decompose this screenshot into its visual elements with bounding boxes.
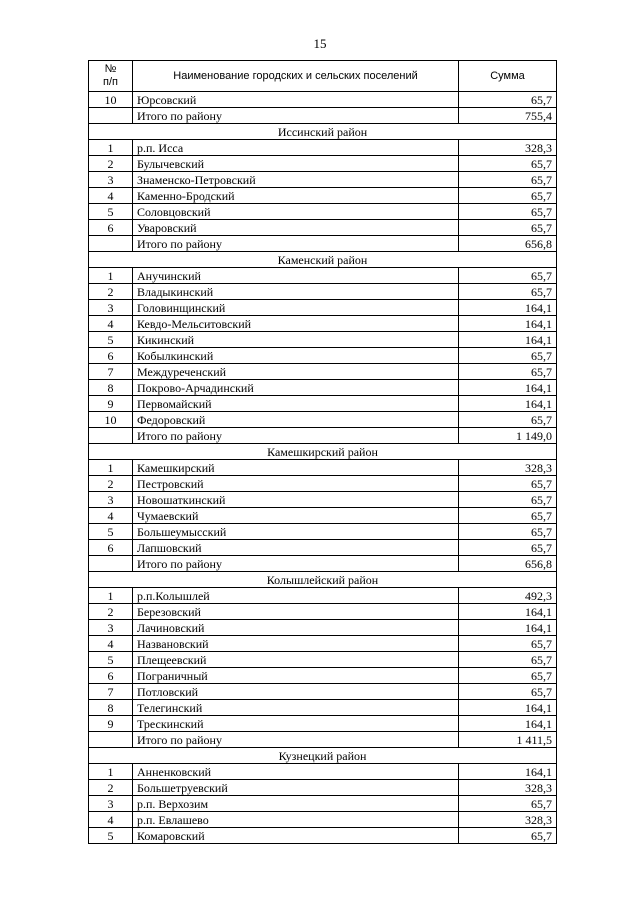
settlement-name: Каменно-Бродский (133, 188, 459, 204)
settlement-name: р.п. Верхозим (133, 796, 459, 812)
sum-value: 65,7 (459, 172, 557, 188)
table-row (89, 588, 557, 604)
total-sum: 1 149,0 (459, 428, 557, 444)
settlement-name: Названовский (133, 636, 459, 652)
settlement-name: Новошаткинский (133, 492, 459, 508)
row-number: 1 (89, 764, 133, 780)
sum-value: 65,7 (459, 652, 557, 668)
sum-value: 164,1 (459, 300, 557, 316)
settlement-name: Соловцовский (133, 204, 459, 220)
row-number (89, 236, 133, 252)
sum-value: 65,7 (459, 284, 557, 300)
row-number: 6 (89, 540, 133, 556)
row-number (89, 108, 133, 124)
table-row (89, 268, 557, 284)
table-row (89, 380, 557, 396)
total-label: Итого по району (133, 236, 459, 252)
settlement-name: Булычевский (133, 156, 459, 172)
settlement-name: Лапшовский (133, 540, 459, 556)
row-number: 10 (89, 92, 133, 108)
settlement-name: Большеумысский (133, 524, 459, 540)
settlement-name: Кевдо-Мельситовский (133, 316, 459, 332)
sum-value: 65,7 (459, 204, 557, 220)
table-row (89, 620, 557, 636)
district-header-row (89, 444, 557, 460)
sum-value: 164,1 (459, 764, 557, 780)
row-number: 5 (89, 652, 133, 668)
table-row (89, 604, 557, 620)
table-header-row (89, 61, 557, 92)
district-header-row (89, 252, 557, 268)
table-row (89, 780, 557, 796)
row-number: 4 (89, 508, 133, 524)
table-row (89, 300, 557, 316)
district-name: Каменский район (89, 252, 557, 268)
sum-value: 65,7 (459, 492, 557, 508)
sum-value: 164,1 (459, 380, 557, 396)
total-label: Итого по району (133, 428, 459, 444)
table-row (89, 684, 557, 700)
row-number: 1 (89, 140, 133, 156)
sum-value: 65,7 (459, 348, 557, 364)
district-name: Камешкирский район (89, 444, 557, 460)
row-number: 4 (89, 188, 133, 204)
settlement-name: Анненковский (133, 764, 459, 780)
district-name: Колышлейский район (89, 572, 557, 588)
settlement-name: Междуреченский (133, 364, 459, 380)
district-total-row (89, 108, 557, 124)
table-row (89, 316, 557, 332)
district-total-row (89, 732, 557, 748)
row-number: 7 (89, 364, 133, 380)
row-number: 8 (89, 380, 133, 396)
table-row (89, 172, 557, 188)
sum-value: 65,7 (459, 220, 557, 236)
table-row (89, 796, 557, 812)
sum-value: 164,1 (459, 316, 557, 332)
table-row (89, 284, 557, 300)
table-body (89, 92, 557, 844)
table-row (89, 508, 557, 524)
sum-value: 65,7 (459, 92, 557, 108)
total-label: Итого по району (133, 556, 459, 572)
table-row (89, 476, 557, 492)
settlement-name: Уваровский (133, 220, 459, 236)
sum-value: 328,3 (459, 140, 557, 156)
table-row (89, 412, 557, 428)
sum-value: 164,1 (459, 396, 557, 412)
sum-value: 65,7 (459, 476, 557, 492)
table-row (89, 364, 557, 380)
total-sum: 755,4 (459, 108, 557, 124)
row-number: 1 (89, 588, 133, 604)
row-number: 2 (89, 156, 133, 172)
sum-value: 65,7 (459, 508, 557, 524)
settlement-name: Кикинский (133, 332, 459, 348)
settlement-name: Пограничный (133, 668, 459, 684)
settlement-name: Анучинский (133, 268, 459, 284)
settlement-name: Знаменско-Петровский (133, 172, 459, 188)
column-header-name: Наименование городских и сельских поселений (133, 61, 459, 92)
sum-value: 65,7 (459, 636, 557, 652)
district-total-row (89, 236, 557, 252)
row-number: 3 (89, 300, 133, 316)
row-number: 2 (89, 284, 133, 300)
row-number: 2 (89, 604, 133, 620)
row-number (89, 556, 133, 572)
sum-value: 65,7 (459, 668, 557, 684)
table-row (89, 140, 557, 156)
table-row (89, 636, 557, 652)
district-header-row (89, 748, 557, 764)
column-header-number-label: № п/п (103, 63, 118, 88)
row-number: 4 (89, 316, 133, 332)
sum-value: 65,7 (459, 684, 557, 700)
page-number: 15 (313, 36, 327, 51)
row-number: 3 (89, 796, 133, 812)
row-number (89, 732, 133, 748)
row-number: 9 (89, 396, 133, 412)
settlement-name: Комаровский (133, 828, 459, 844)
settlement-name: р.п. Евлашево (133, 812, 459, 828)
row-number: 2 (89, 780, 133, 796)
settlement-name: Пестровский (133, 476, 459, 492)
sum-value: 164,1 (459, 332, 557, 348)
row-number: 6 (89, 348, 133, 364)
settlement-name: Потловский (133, 684, 459, 700)
settlement-name: Камешкирский (133, 460, 459, 476)
total-sum: 656,8 (459, 556, 557, 572)
sum-value: 65,7 (459, 364, 557, 380)
district-header-row (89, 124, 557, 140)
table-row (89, 156, 557, 172)
row-number: 1 (89, 268, 133, 284)
settlement-name: Федоровский (133, 412, 459, 428)
total-label: Итого по району (133, 732, 459, 748)
settlement-name: Трескинский (133, 716, 459, 732)
district-name: Кузнецкий район (89, 748, 557, 764)
row-number: 3 (89, 620, 133, 636)
sum-value: 328,3 (459, 460, 557, 476)
table-row (89, 540, 557, 556)
row-number: 5 (89, 524, 133, 540)
total-sum: 656,8 (459, 236, 557, 252)
table-row (89, 188, 557, 204)
sum-value: 164,1 (459, 716, 557, 732)
sum-value: 164,1 (459, 604, 557, 620)
row-number: 7 (89, 684, 133, 700)
sum-value: 65,7 (459, 156, 557, 172)
sum-value: 65,7 (459, 828, 557, 844)
settlements-table (88, 60, 557, 844)
row-number: 4 (89, 812, 133, 828)
settlement-name: Плещеевский (133, 652, 459, 668)
settlement-name: Березовский (133, 604, 459, 620)
row-number: 6 (89, 220, 133, 236)
table-row (89, 492, 557, 508)
table-row (89, 716, 557, 732)
sum-value: 65,7 (459, 524, 557, 540)
column-header-sum: Сумма (459, 61, 557, 92)
settlement-name: Головинщинский (133, 300, 459, 316)
sum-value: 328,3 (459, 812, 557, 828)
row-number: 1 (89, 460, 133, 476)
row-number: 3 (89, 172, 133, 188)
table-row (89, 524, 557, 540)
sum-value: 65,7 (459, 796, 557, 812)
settlement-name: Юрсовский (133, 92, 459, 108)
table-row (89, 220, 557, 236)
table-row (89, 348, 557, 364)
settlement-name: Лачиновский (133, 620, 459, 636)
table-row (89, 700, 557, 716)
table-row (89, 92, 557, 108)
table-row (89, 460, 557, 476)
district-name: Иссинский район (89, 124, 557, 140)
row-number (89, 428, 133, 444)
district-total-row (89, 556, 557, 572)
row-number: 3 (89, 492, 133, 508)
table-row (89, 652, 557, 668)
total-label: Итого по району (133, 108, 459, 124)
total-sum: 1 411,5 (459, 732, 557, 748)
district-header-row (89, 572, 557, 588)
settlement-name: Владыкинский (133, 284, 459, 300)
sum-value: 65,7 (459, 268, 557, 284)
settlement-name: р.п. Исса (133, 140, 459, 156)
sum-value: 328,3 (459, 780, 557, 796)
sum-value: 65,7 (459, 540, 557, 556)
sum-value: 164,1 (459, 620, 557, 636)
row-number: 9 (89, 716, 133, 732)
table-row (89, 828, 557, 844)
settlement-name: р.п.Колышлей (133, 588, 459, 604)
table-row (89, 332, 557, 348)
row-number: 5 (89, 828, 133, 844)
settlement-name: Кобылкинский (133, 348, 459, 364)
table-row (89, 396, 557, 412)
row-number: 8 (89, 700, 133, 716)
sum-value: 164,1 (459, 700, 557, 716)
table-row (89, 668, 557, 684)
sum-value: 65,7 (459, 188, 557, 204)
row-number: 4 (89, 636, 133, 652)
column-header-number (89, 61, 133, 92)
district-total-row (89, 428, 557, 444)
row-number: 5 (89, 204, 133, 220)
settlement-name: Чумаевский (133, 508, 459, 524)
row-number: 2 (89, 476, 133, 492)
row-number: 6 (89, 668, 133, 684)
row-number: 10 (89, 412, 133, 428)
table-row (89, 764, 557, 780)
sum-value: 492,3 (459, 588, 557, 604)
row-number: 5 (89, 332, 133, 348)
settlement-name: Первомайский (133, 396, 459, 412)
settlement-name: Покрово-Арчадинский (133, 380, 459, 396)
table-row (89, 812, 557, 828)
table-row (89, 204, 557, 220)
settlement-name: Телегинский (133, 700, 459, 716)
settlement-name: Большетруевский (133, 780, 459, 796)
sum-value: 65,7 (459, 412, 557, 428)
